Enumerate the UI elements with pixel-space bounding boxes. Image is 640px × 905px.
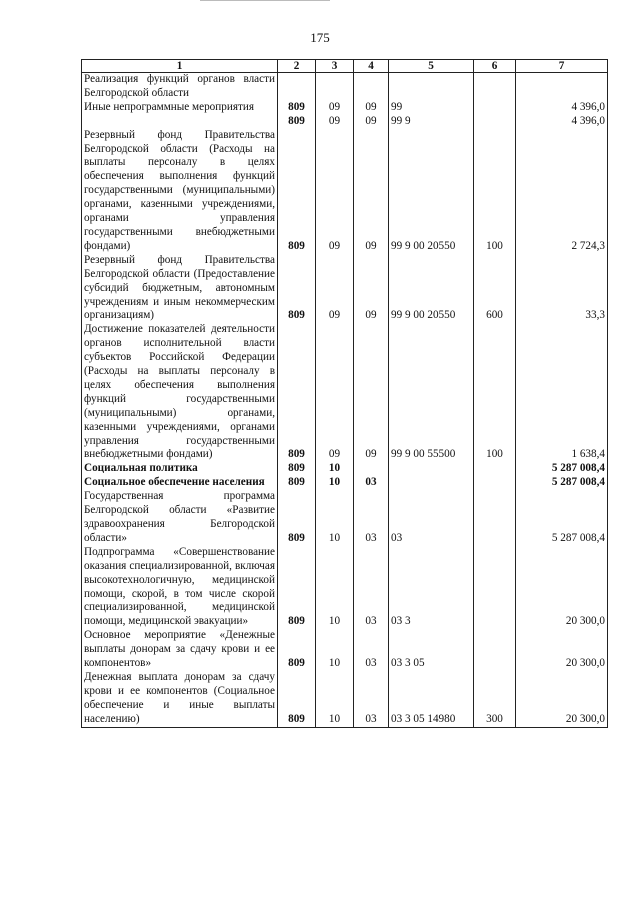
- column-header: 2: [278, 60, 316, 73]
- row-name: Основное мероприятие «Денежные выплаты донорам за сдачу крови и ее компонентов»: [82, 629, 278, 671]
- cell-amount: 20 300,0: [516, 629, 608, 671]
- cell-target: 99 9 00 20550: [389, 254, 474, 324]
- cell-target: 99 9 00 20550: [389, 129, 474, 254]
- cell-subsection: 09: [354, 129, 389, 254]
- cell-subsection: 09: [354, 101, 389, 115]
- cell-section: 10: [316, 671, 354, 727]
- table-row: [82, 671, 608, 727]
- page-number: 175: [310, 30, 330, 45]
- row-name: Резервный фонд Правительства Белгородской области (Предоставление субсидий бюджетным, автономным учреждениям и иным некоммерческим организациям): [82, 254, 278, 324]
- row-name: Иные непрограммные мероприятия: [82, 101, 278, 115]
- cell-section: 10: [316, 546, 354, 629]
- cell-ministry: 809: [278, 629, 316, 671]
- cell-section: 10: [316, 629, 354, 671]
- row-name: Социальное обеспечение населения: [82, 476, 278, 490]
- cell-expense-type: [474, 73, 516, 101]
- cell-target: 99: [389, 101, 474, 115]
- cell-subsection: 03: [354, 546, 389, 629]
- row-name: Достижение показателей деятельности органов исполнительной власти субъектов Российской Федерации (Расходы на выплаты персоналу в целях обеспечения выполнения функций государственными (муниципальными) органами, казенными учреждениями, органами управления государственными внебюджетными фондами): [82, 323, 278, 462]
- cell-target: 99 9: [389, 115, 474, 129]
- cell-subsection: [354, 462, 389, 476]
- table-row: [82, 629, 608, 671]
- cell-target: 03 3 05 14980: [389, 671, 474, 727]
- cell-subsection: 03: [354, 490, 389, 546]
- cell-ministry: 809: [278, 101, 316, 115]
- cell-expense-type: [474, 546, 516, 629]
- row-name: [82, 115, 278, 129]
- row-name: Реализация функций органов власти Белгородской области: [82, 73, 278, 101]
- row-name: Резервный фонд Правительства Белгородской области (Расходы на выплаты персоналу в целях обеспечения выполнения функций государственными (муниципальными) органами, казенными учреждениями, органами управления государственными внебюджетными фондами): [82, 129, 278, 254]
- cell-expense-type: [474, 115, 516, 129]
- cell-subsection: 09: [354, 254, 389, 324]
- cell-ministry: 809: [278, 323, 316, 462]
- cell-section: 09: [316, 323, 354, 462]
- cell-section: 09: [316, 101, 354, 115]
- cell-ministry: 809: [278, 254, 316, 324]
- table-row: [82, 129, 608, 254]
- top-scan-mark: [200, 0, 330, 2]
- cell-ministry: 809: [278, 671, 316, 727]
- cell-expense-type: [474, 101, 516, 115]
- cell-subsection: 03: [354, 476, 389, 490]
- cell-amount: [516, 73, 608, 101]
- row-name: Денежная выплата донорам за сдачу крови и ее компонентов (Социальное обеспечение и иные выплаты населению): [82, 671, 278, 727]
- cell-ministry: 809: [278, 129, 316, 254]
- cell-target: 03: [389, 490, 474, 546]
- table-row: [82, 476, 608, 490]
- header-row: [82, 60, 608, 73]
- cell-amount: 5 287 008,4: [516, 490, 608, 546]
- cell-expense-type: 300: [474, 671, 516, 727]
- cell-subsection: 03: [354, 671, 389, 727]
- cell-expense-type: 100: [474, 129, 516, 254]
- row-name: Социальная политика: [82, 462, 278, 476]
- budget-table: [81, 59, 608, 728]
- table-row: [82, 254, 608, 324]
- cell-ministry: 809: [278, 546, 316, 629]
- row-name: Государственная программа Белгородской области «Развитие здравоохранения Белгородской области»: [82, 490, 278, 546]
- column-header: 3: [316, 60, 354, 73]
- cell-section: [316, 73, 354, 101]
- cell-target: [389, 462, 474, 476]
- cell-amount: 33,3: [516, 254, 608, 324]
- table-row: [82, 115, 608, 129]
- table-row: [82, 73, 608, 101]
- cell-amount: 1 638,4: [516, 323, 608, 462]
- cell-target: [389, 73, 474, 101]
- row-name: Подпрограмма «Совершенствование оказания специализированной, включая высокотехнологичную, медицинской помощи, скорой, в том числе скорой специализированной, медицинской помощи, медицинской эвакуации»: [82, 546, 278, 629]
- cell-expense-type: 100: [474, 323, 516, 462]
- cell-section: 09: [316, 115, 354, 129]
- cell-expense-type: [474, 490, 516, 546]
- column-header: 7: [516, 60, 608, 73]
- cell-target: 03 3: [389, 546, 474, 629]
- cell-section: 10: [316, 490, 354, 546]
- cell-target: 03 3 05: [389, 629, 474, 671]
- table-row: [82, 323, 608, 462]
- cell-ministry: 809: [278, 115, 316, 129]
- cell-amount: 2 724,3: [516, 129, 608, 254]
- cell-subsection: 09: [354, 115, 389, 129]
- cell-expense-type: [474, 629, 516, 671]
- cell-ministry: 809: [278, 462, 316, 476]
- cell-amount: 5 287 008,4: [516, 476, 608, 490]
- cell-amount: 20 300,0: [516, 546, 608, 629]
- cell-expense-type: 600: [474, 254, 516, 324]
- cell-ministry: [278, 73, 316, 101]
- cell-expense-type: [474, 476, 516, 490]
- table-row: [82, 101, 608, 115]
- cell-amount: 4 396,0: [516, 115, 608, 129]
- cell-section: 10: [316, 462, 354, 476]
- cell-amount: 5 287 008,4: [516, 462, 608, 476]
- cell-section: 09: [316, 254, 354, 324]
- column-header: 1: [82, 60, 278, 73]
- cell-subsection: 09: [354, 323, 389, 462]
- cell-ministry: 809: [278, 476, 316, 490]
- cell-subsection: [354, 73, 389, 101]
- cell-section: 10: [316, 476, 354, 490]
- cell-expense-type: [474, 462, 516, 476]
- table-row: [82, 546, 608, 629]
- column-header: 4: [354, 60, 389, 73]
- cell-subsection: 03: [354, 629, 389, 671]
- cell-target: 99 9 00 55500: [389, 323, 474, 462]
- cell-amount: 4 396,0: [516, 101, 608, 115]
- table-row: [82, 490, 608, 546]
- cell-target: [389, 476, 474, 490]
- table-row: [82, 462, 608, 476]
- cell-section: 09: [316, 129, 354, 254]
- cell-amount: 20 300,0: [516, 671, 608, 727]
- column-header: 5: [389, 60, 474, 73]
- column-header: 6: [474, 60, 516, 73]
- cell-ministry: 809: [278, 490, 316, 546]
